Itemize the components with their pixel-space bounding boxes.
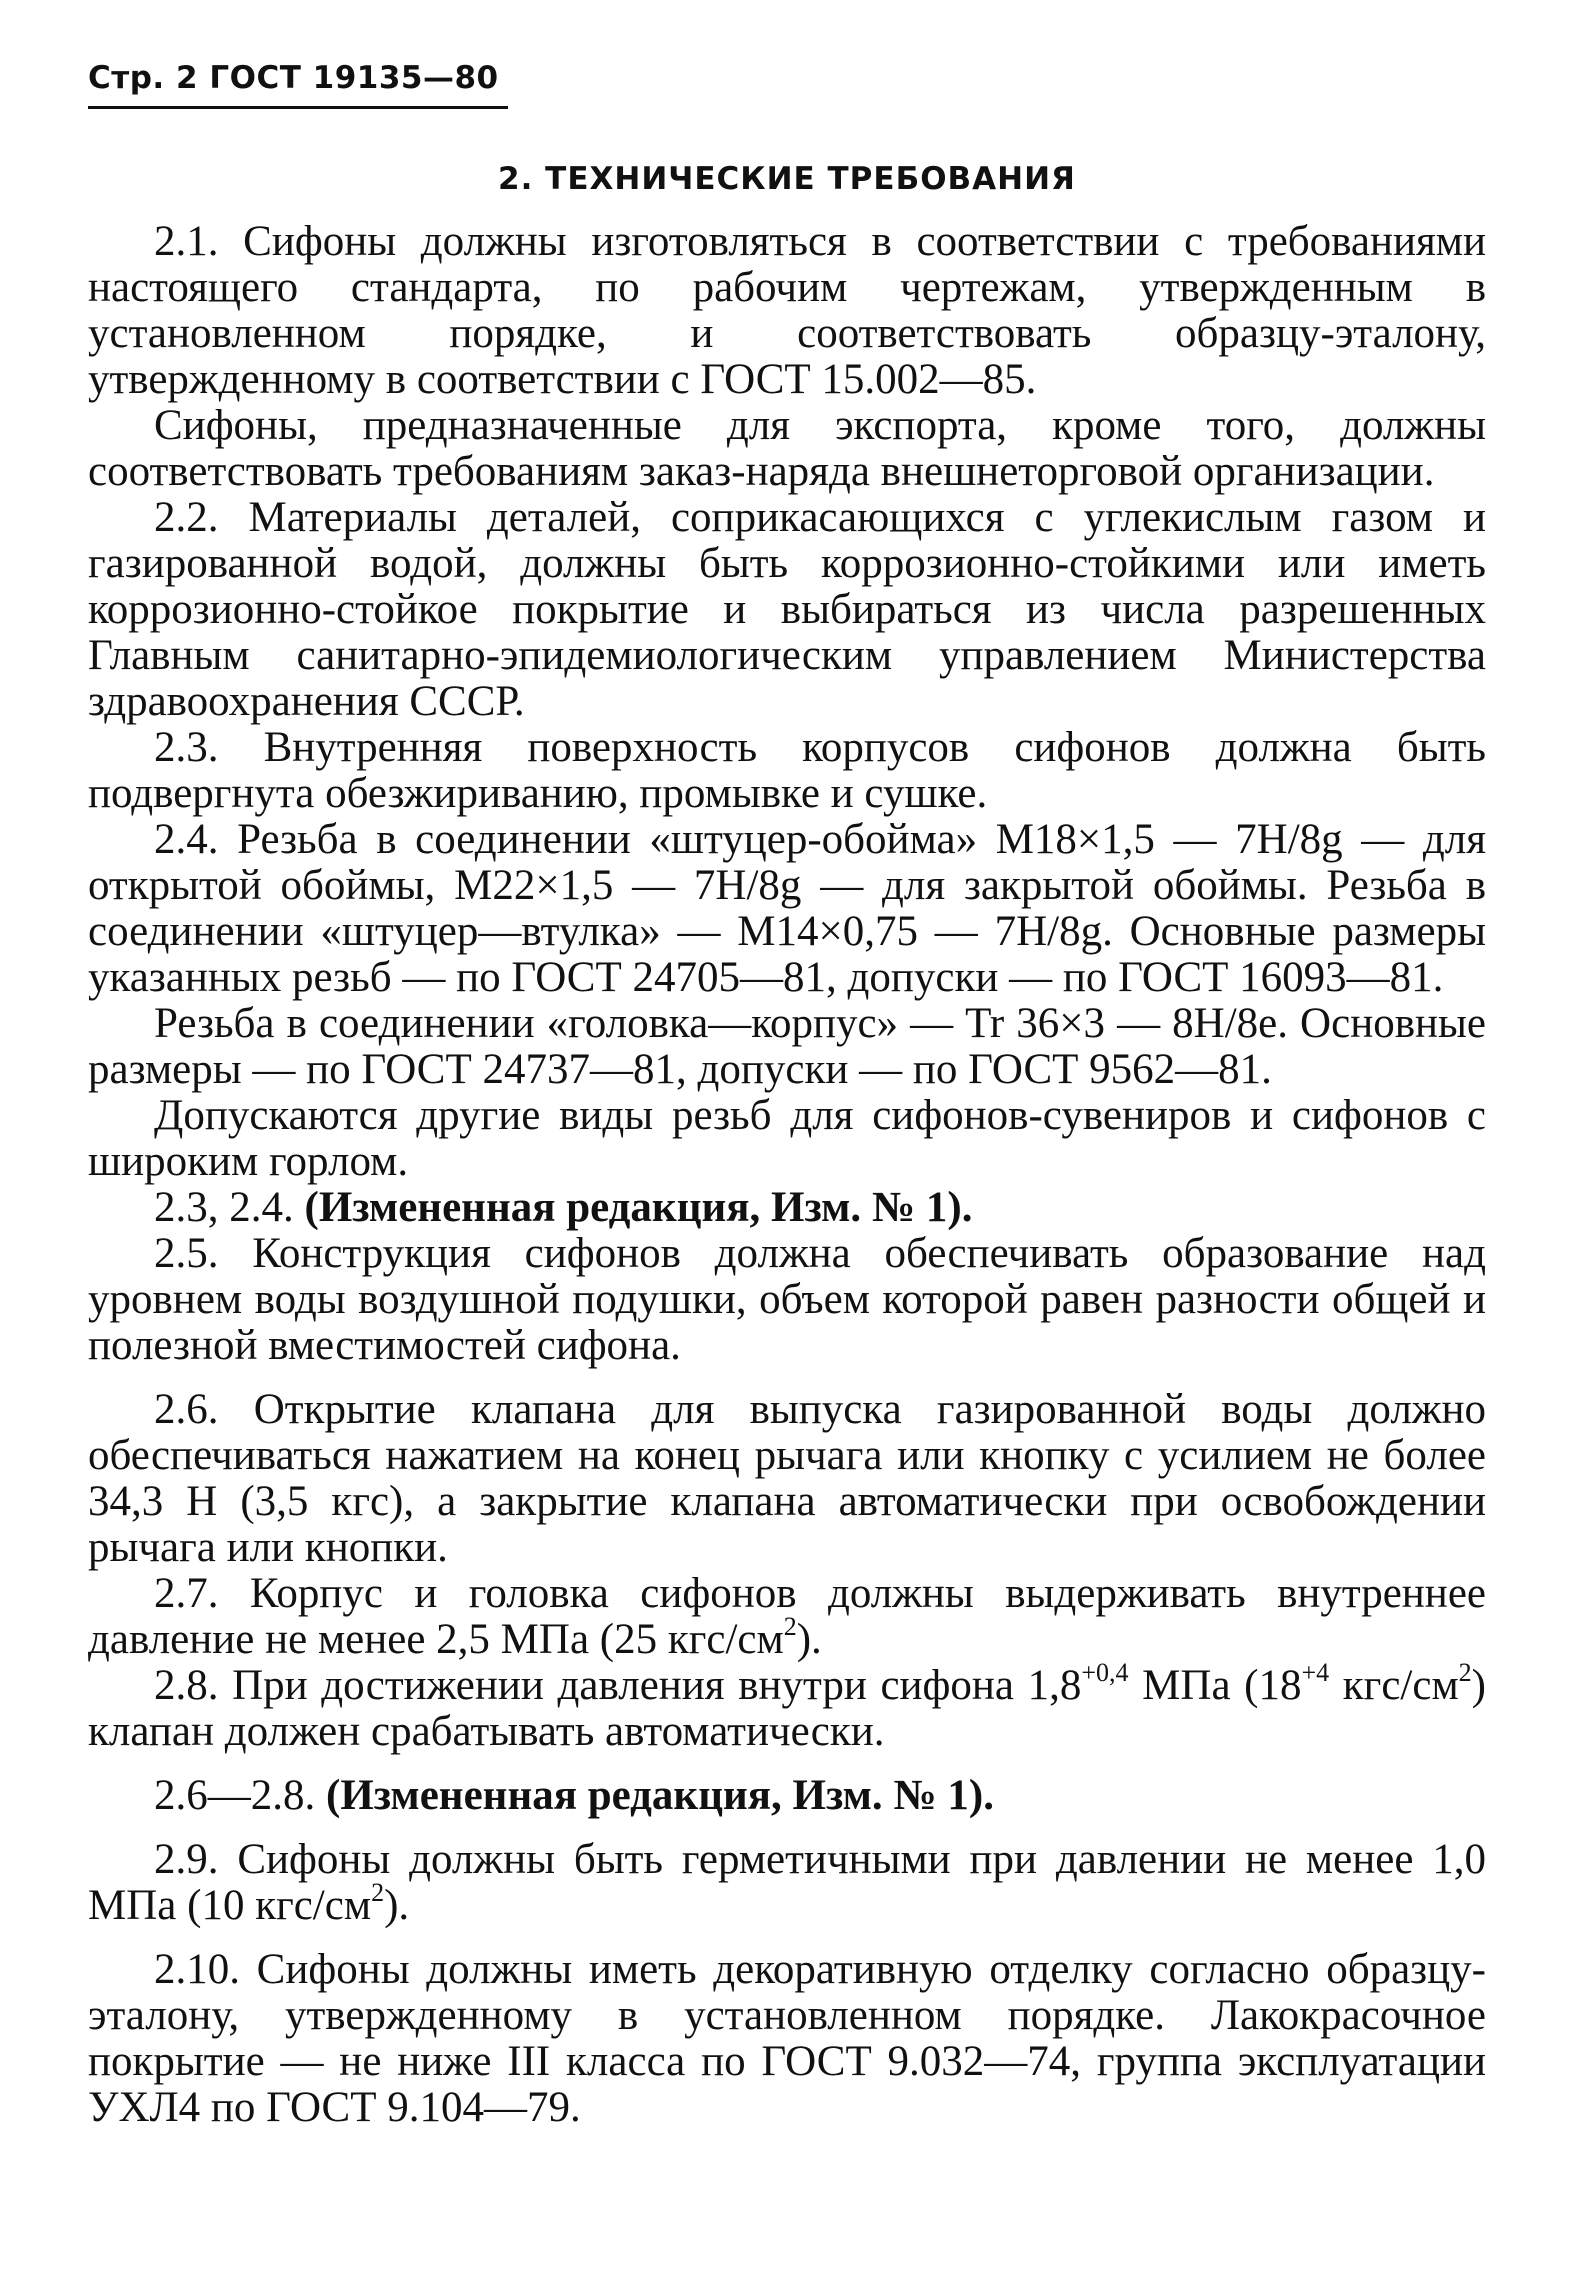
superscript: 2 (371, 1878, 385, 1907)
paragraph-2-7 (88, 1571, 1486, 1663)
paragraph-2-4: 2.4. Резьба в соединении «штуцер-обойма» М18×1,5 — 7Н/8g — для открытой обоймы, М22×1,5 — 7Н/8g — для закрытой обоймы. Резьба в соединении «штуцер—втулка» — М14×0,75 — 7Н/8g. Основные размеры указанных резьб — по ГОСТ 24705—81, допуски — по ГОСТ 16093—81. (88, 816, 1486, 1001)
paragraph-2-7-end: ). (796, 1616, 822, 1663)
superscript: 2 (783, 1612, 797, 1641)
superscript-tolerance: +0,4 (1081, 1658, 1129, 1687)
superscript-tolerance: +4 (1301, 1658, 1330, 1687)
paragraph-2-8-text-b: МПа (18 (1128, 1662, 1302, 1709)
paragraph-2-8-text-d: ) клапан должен срабатывать автоматически. (88, 1662, 1486, 1755)
amendment-clause-numbers: 2.3, 2.4. (154, 1184, 294, 1231)
paragraph-2-10: 2.10. Сифоны должны иметь декоративную отделку согласно образцу-эталону, утвержденному в установленном порядке. Лакокрасочное покрытие — не ниже III класса по ГОСТ 9.032—74, группа эксплуатации УХЛ4 по ГОСТ 9.104—79. (88, 1946, 1486, 2131)
paragraph-2-4-other-threads: Допускаются другие виды резьб для сифонов-сувениров и сифонов с широким горлом. (88, 1092, 1486, 1185)
paragraph-2-1: 2.1. Сифоны должны изготовляться в соответствии с требованиями настоящего стандарта, по рабочим чертежам, утвержденным в установленном порядке, и соответствовать образцу-эталону, утвержденному в соответствии с ГОСТ 15.002—85. (88, 218, 1486, 403)
paragraph-2-3: 2.3. Внутренняя поверхность корпусов сифонов должна быть подвергнута обезжириванию, промывке и сушке. (88, 724, 1486, 817)
amendment-note-2-3-2-4 (88, 1185, 1486, 1231)
paragraph-2-6: 2.6. Открытие клапана для выпуска газированной воды должно обеспечиваться нажатием на конец рычага или кнопку с усилием не более 34,3 Н (3,5 кгс), а закрытие клапана автоматически при освобождении рычага или кнопки. (88, 1386, 1486, 1571)
paragraph-2-1-export: Сифоны, предназначенные для экспорта, кроме того, должны соответствовать требованиям заказ-наряда внешнеторговой организации. (88, 402, 1486, 495)
paragraph-2-8 (88, 1658, 1486, 1755)
paragraph-2-8-text-a: 2.8. При достижении давления внутри сифона 1,8 (154, 1662, 1082, 1709)
superscript: 2 (1458, 1658, 1472, 1687)
paragraph-2-9-text: 2.9. Сифоны должны быть герметичными при давлении не менее 1,0 МПа (10 кгс/см (88, 1836, 1486, 1929)
amendment-text: (Измененная редакция, Изм. № 1). (326, 1772, 994, 1819)
amendment-note-2-6-2-8 (88, 1773, 1486, 1819)
paragraph-2-5: 2.5. Конструкция сифонов должна обеспечивать образование над уровнем воды воздушной подушки, объем которой равен разности общей и полезной вместимостей сифона. (88, 1230, 1486, 1369)
paragraph-2-4-thread: Резьба в соединении «головка—корпус» — Tr 36×3 — 8Н/8е. Основные размеры — по ГОСТ 24737—81, допуски — по ГОСТ 9562—81. (88, 1000, 1486, 1093)
paragraph-2-7-text: 2.7. Корпус и головка сифонов должны выдерживать внутреннее давление не менее 2,5 МПа (25 кгс/см (88, 1570, 1486, 1663)
paragraph-2-9 (88, 1837, 1486, 1929)
document-page (88, 60, 1486, 2131)
running-header: Стр. 2 ГОСТ 19135—80 (88, 60, 508, 109)
paragraph-2-8-text-c: кгс/см (1329, 1662, 1459, 1709)
amendment-clause-numbers: 2.6—2.8. (154, 1772, 316, 1819)
document-body (88, 219, 1486, 2131)
section-title: 2. ТЕХНИЧЕСКИЕ ТРЕБОВАНИЯ (498, 161, 1076, 197)
paragraph-2-9-end: ). (384, 1882, 410, 1929)
paragraph-2-2: 2.2. Материалы деталей, соприкасающихся с углекислым газом и газированной водой, должны быть коррозионно-стойкими или иметь коррозионно-стойкое покрытие и выбираться из числа разрешенных Главным санитарно-эпидемиологическим управлением Министерства здравоохранения СССР. (88, 494, 1486, 725)
amendment-text: (Измененная редакция, Изм. № 1). (304, 1184, 973, 1231)
